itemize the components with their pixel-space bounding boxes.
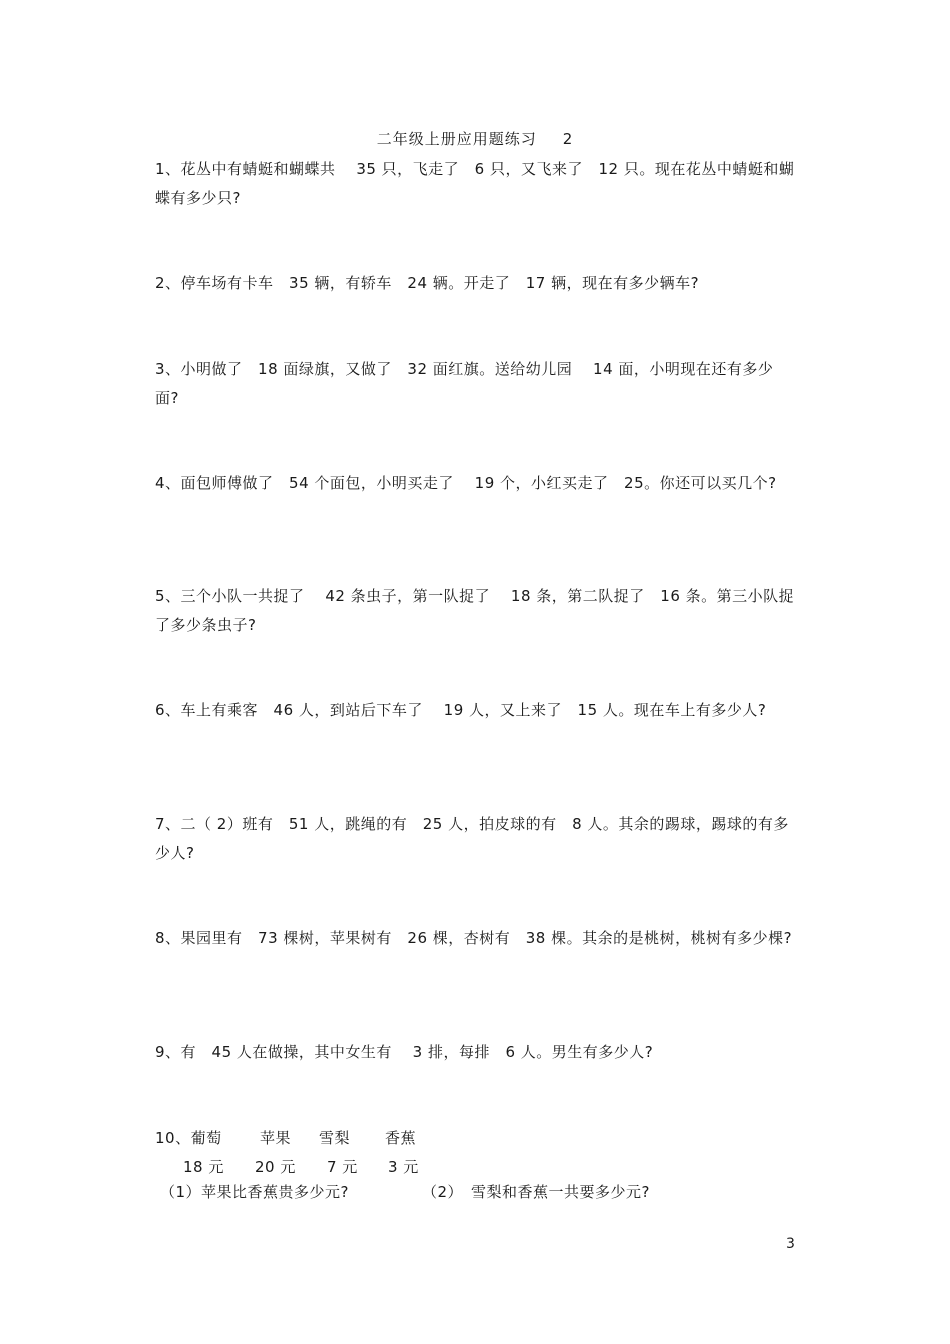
problem-6: 6、车上有乘客 46 人，到站后下车了 19 人，又上来了 15 人。现在车上有多少人? (155, 701, 767, 719)
problem-4: 4、面包师傅做了 54 个面包，小明买走了 19 个，小红买走了 25。你还可以买几个? (155, 474, 777, 492)
problem-10-questions (160, 1180, 790, 1204)
problem-1: 1、花丛中有蜻蜓和蝴蝶共 35 只，飞走了 6 只，又飞来了 12 只。现在花丛中蜻蜓和蝴蝶有多少只? (155, 160, 795, 207)
price-pear: 7 元 (327, 1158, 358, 1176)
price-apple: 20 元 (255, 1158, 296, 1176)
problem-7: 7、二（ 2）班有 51 人，跳绳的有 25 人，拍皮球的有 8 人。其余的踢球，踢球的有多少人? (155, 815, 789, 862)
problem-3: 3、小明做了 18 面绿旗，又做了 32 面红旗。送给幼儿园 14 面，小明现在还有多少面? (155, 360, 774, 407)
fruit-banana: 香蕉 (385, 1129, 417, 1147)
problem-9: 9、有 45 人在做操，其中女生有 3 排，每排 6 人。男生有多少人? (155, 1043, 654, 1061)
question-1: （1）苹果比香蕉贵多少元? (160, 1183, 350, 1201)
problem-10-label: 10、葡萄 (155, 1129, 222, 1147)
problem-5: 5、三个小队一共捉了 42 条虫子，第一队捉了 18 条，第二队捉了 16 条。第三小队捉了多少条虫子? (155, 587, 795, 634)
price-banana: 3 元 (388, 1158, 419, 1176)
page-number: 3 (786, 1236, 795, 1252)
problem-8: 8、果园里有 73 棵树，苹果树有 26 棵，杏树有 38 棵。其余的是桃树，桃树有多少棵? (155, 929, 793, 947)
title-number: 2 (562, 130, 574, 148)
fruit-pear: 雪梨 (319, 1129, 351, 1147)
price-grape: 18 元 (183, 1158, 224, 1176)
page-title (0, 128, 950, 149)
question-2: （2） 雪梨和香蕉一共要多少元? (422, 1183, 651, 1201)
problem-10-fruits (155, 1126, 795, 1150)
fruit-apple: 苹果 (260, 1129, 292, 1147)
problem-2: 2、停车场有卡车 35 辆，有轿车 24 辆。开走了 17 辆，现在有多少辆车? (155, 274, 700, 292)
title-text: 二年级上册应用题练习 (376, 130, 537, 148)
problem-10-prices (155, 1155, 795, 1179)
